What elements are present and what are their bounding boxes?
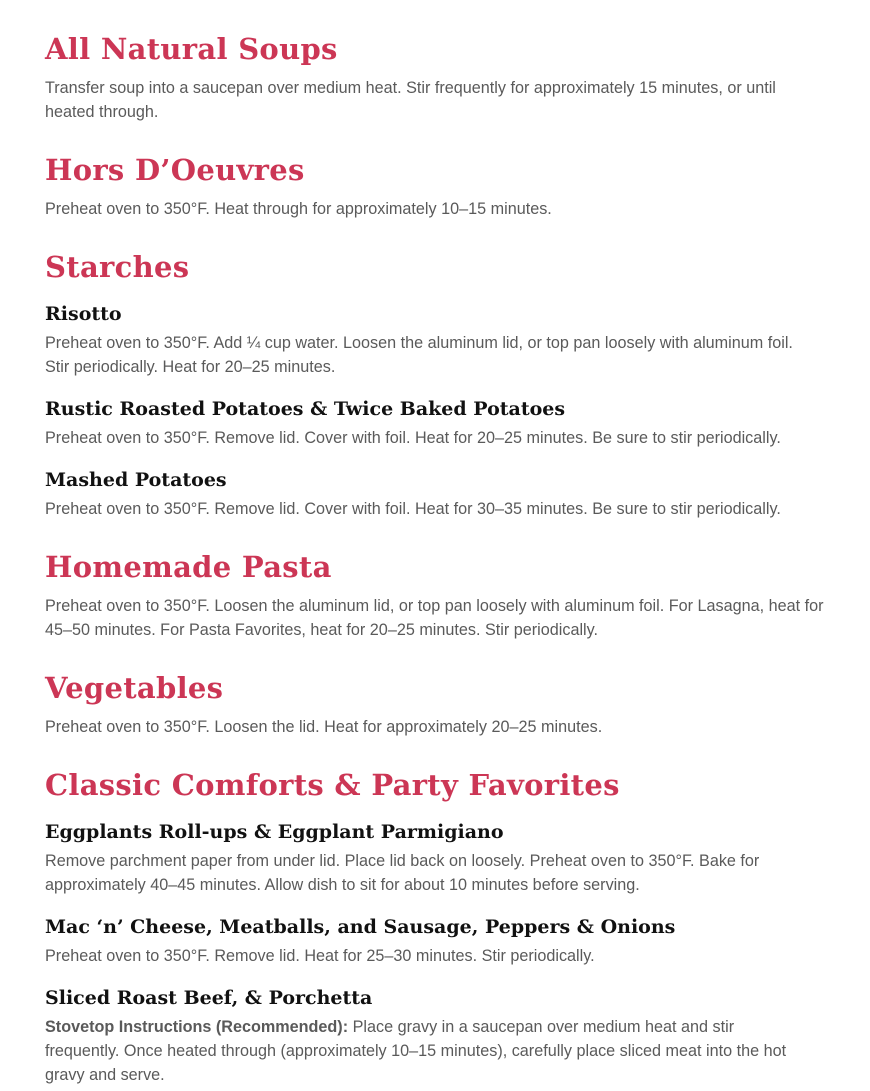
mac-n-cheese-instructions: Preheat oven to 350°F. Remove lid. Heat for 25–30 minutes. Stir periodically.	[45, 947, 595, 965]
mashed-potatoes-instructions: Preheat oven to 350°F. Remove lid. Cover with foil. Heat for 30–35 minutes. Be sure to stir periodically.	[45, 500, 781, 518]
item-title-risotto: Risotto	[45, 303, 122, 325]
section-title-homemade-pasta: Homemade Pasta	[45, 550, 332, 584]
hors-doeuvres-instructions: Preheat oven to 350°F. Heat through for approximately 10–15 minutes.	[45, 200, 552, 218]
item-title-sliced-roast-beef: Sliced Roast Beef, & Porchetta	[45, 987, 373, 1009]
risotto-instructions: Preheat oven to 350°F. Add ¼ cup water. Loosen the aluminum lid, or top pan loosely with aluminum foil. Stir periodically. Heat for 20–25 minutes.	[45, 334, 793, 376]
homemade-pasta-instructions: Preheat oven to 350°F. Loosen the aluminum lid, or top pan loosely with aluminum foil. For Lasagna, heat for 45–50 minutes. For Pasta Favorites, heat for 20–25 minutes. Stir periodically.	[45, 597, 824, 639]
section-title-hors-doeuvres: Hors D’Oeuvres	[45, 153, 305, 187]
stovetop-instructions-text: Place gravy in a saucepan over medium heat and stir frequently. Once heated through (approximately 10–15 minutes), carefully place sliced meat into the hot gravy and serve.	[45, 1018, 787, 1084]
vegetables-instructions: Preheat oven to 350°F. Loosen the lid. Heat for approximately 20–25 minutes.	[45, 718, 603, 736]
section-title-starches: Starches	[45, 250, 190, 284]
eggplant-rollups-instructions: Remove parchment paper from under lid. Place lid back on loosely. Preheat oven to 350°F. Bake for approximately 40–45 minutes. Allow dish to sit for about 10 minutes before serving.	[45, 852, 760, 894]
item-title-mashed-potatoes: Mashed Potatoes	[45, 469, 227, 491]
stovetop-instructions-label: Stovetop Instructions (Recommended):	[45, 1018, 349, 1036]
section-title-classic-comforts: Classic Comforts & Party Favorites	[45, 768, 620, 802]
item-title-mac-n-cheese: Mac ‘n’ Cheese, Meatballs, and Sausage, Peppers & Onions	[45, 916, 676, 938]
rustic-roasted-potatoes-instructions: Preheat oven to 350°F. Remove lid. Cover with foil. Heat for 20–25 minutes. Be sure to stir periodically.	[45, 429, 781, 447]
section-title-vegetables: Vegetables	[45, 671, 224, 705]
soups-instructions: Transfer soup into a saucepan over medium heat. Stir frequently for approximately 15 minutes, or until heated through.	[45, 79, 776, 121]
sliced-roast-beef-instructions	[45, 1015, 810, 1087]
item-title-rustic-roasted-potatoes: Rustic Roasted Potatoes & Twice Baked Potatoes	[45, 398, 566, 420]
section-title-soups: All Natural Soups	[45, 32, 338, 66]
item-title-eggplant-rollups: Eggplants Roll-ups & Eggplant Parmigiano	[45, 821, 504, 843]
